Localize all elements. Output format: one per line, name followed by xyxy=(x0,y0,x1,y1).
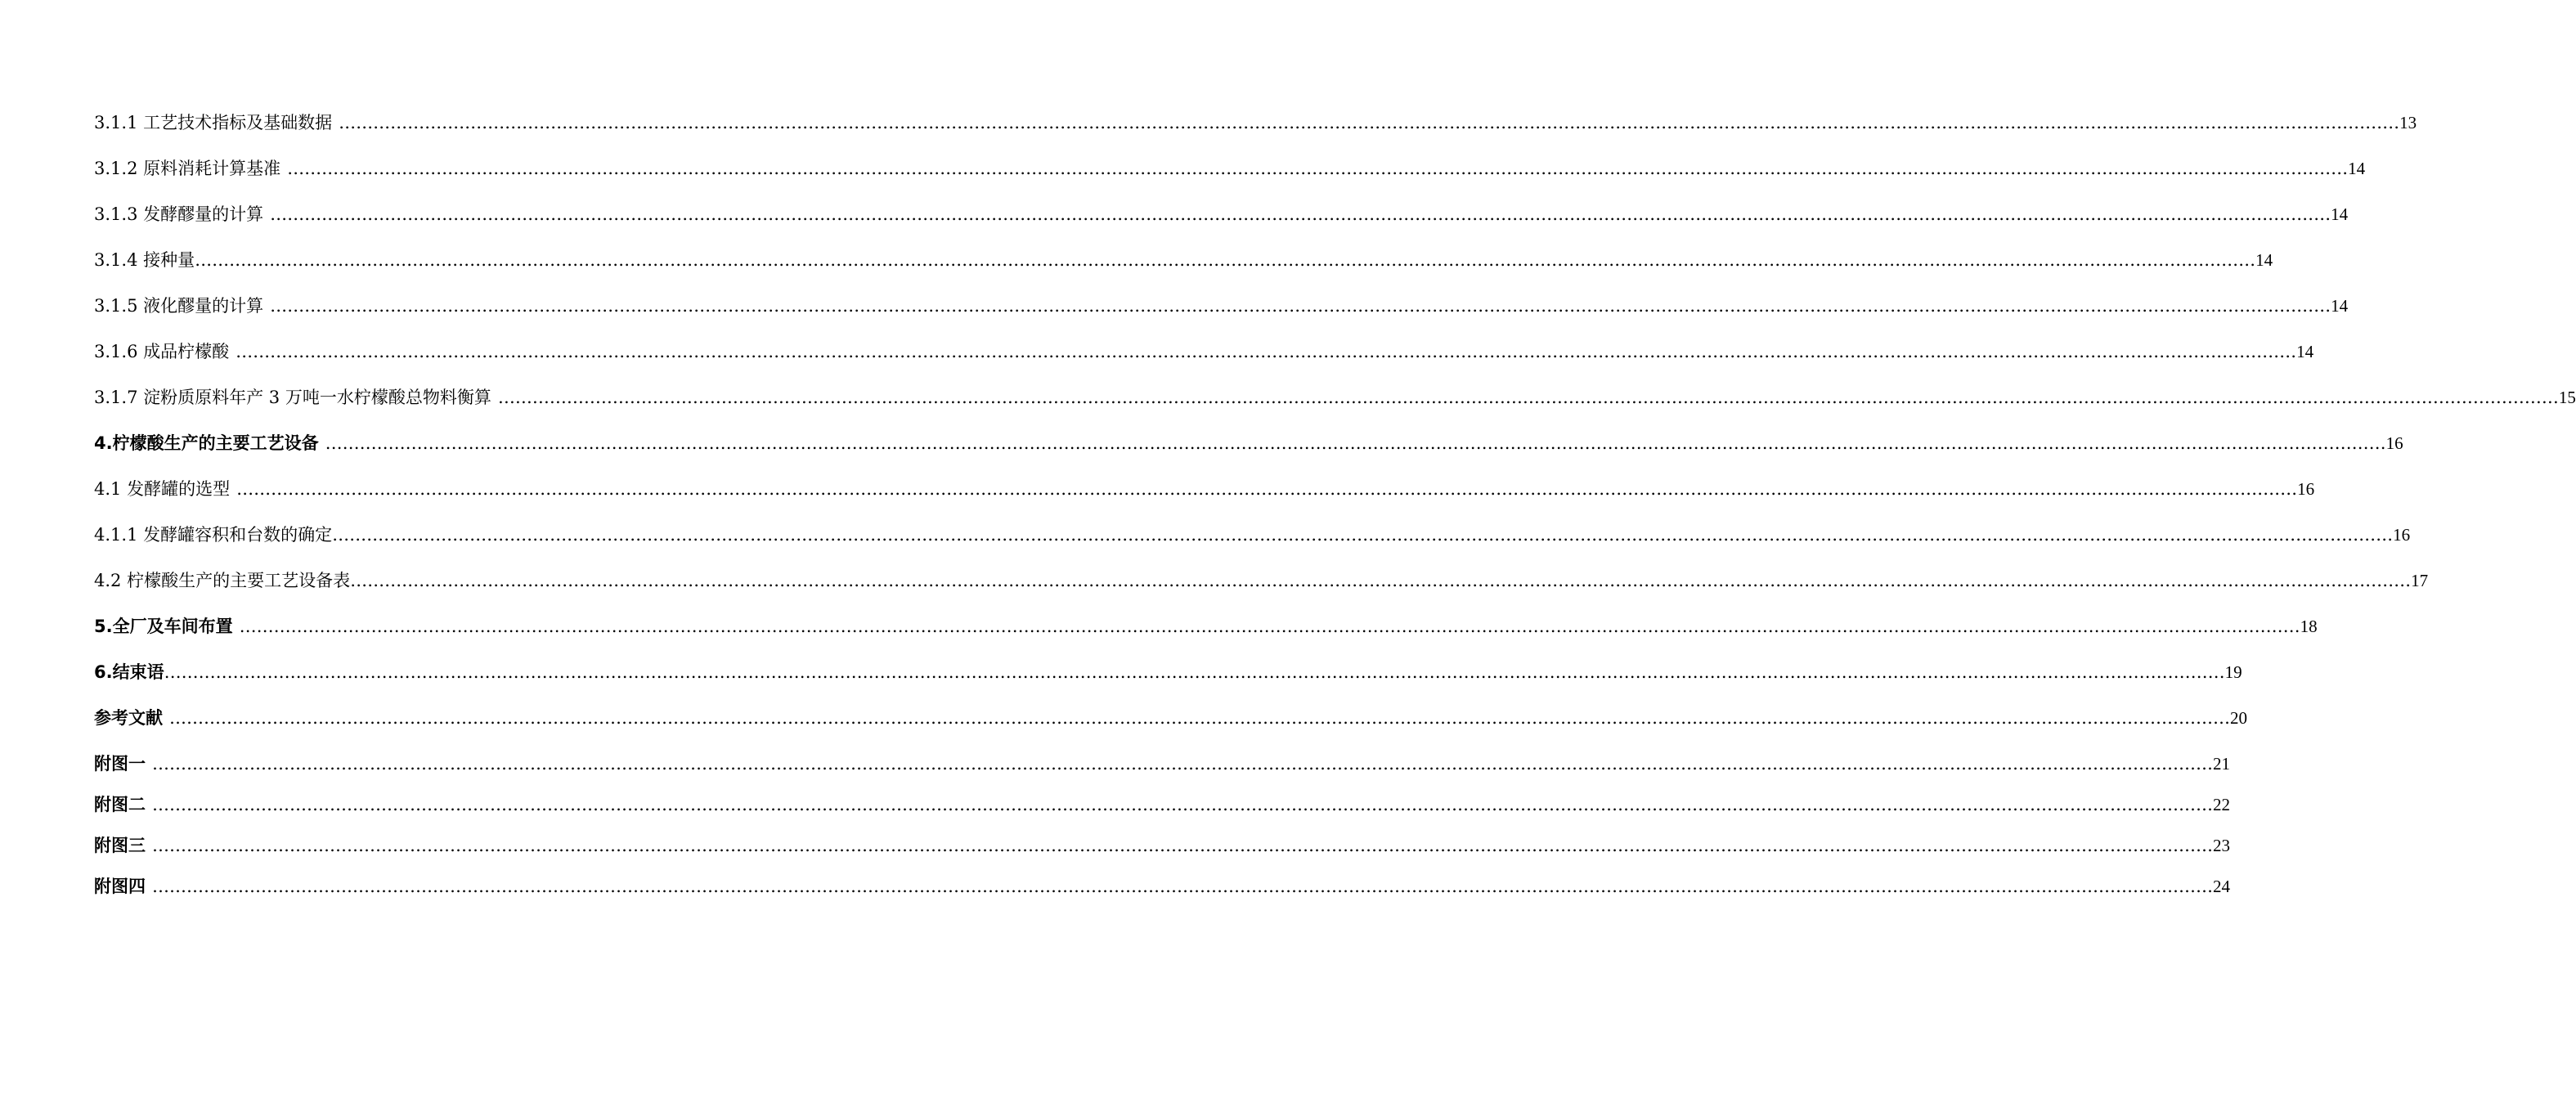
toc-dot-leader: ……………………………………………………………………………………………………………………………………………………………………………………………………………………………………………………………………………………………………………………………… xyxy=(169,708,2230,728)
toc-dot-leader: ……………………………………………………………………………………………………………………………………………………………………………………………………………………………………………………………………………………………………………………………… xyxy=(350,571,2412,590)
toc-entry[interactable] xyxy=(94,706,2247,729)
toc-entry-page: 19 xyxy=(2224,662,2242,682)
toc-entry-title: 3.1.7 淀粉质原料年产 3 万吨一水柠檬酸总物料衡算 xyxy=(94,388,491,407)
toc-entry-page: 14 xyxy=(2255,250,2273,270)
toc-entry[interactable] xyxy=(94,834,2230,857)
toc-entry-title: 3.1.4 接种量 xyxy=(94,250,195,270)
toc-entry[interactable] xyxy=(94,478,2315,500)
toc-dot-leader: ……………………………………………………………………………………………………………………………………………………………………………………………………………………………………………………………………………………………………………………………… xyxy=(287,159,2349,178)
toc-dot-leader: ……………………………………………………………………………………………………………………………………………………………………………………………………………………………………………………………………………………………………………………………… xyxy=(152,795,2213,814)
toc-entry-page: 15 xyxy=(2558,388,2576,407)
toc-entry-title: 3.1.5 液化醪量的计算 xyxy=(94,296,264,316)
toc-entry-page: 18 xyxy=(2300,617,2318,636)
toc-entry-title: 3.1.1 工艺技术指标及基础数据 xyxy=(94,113,333,132)
toc-entry-title: 3.1.3 发酵醪量的计算 xyxy=(94,204,264,224)
toc-dot-leader: ……………………………………………………………………………………………………………………………………………………………………………………………………………………………………………………………………………………………………………………………… xyxy=(236,342,2297,361)
toc-dot-leader: ……………………………………………………………………………………………………………………………………………………………………………………………………………………………………………………………………………………………………………………………… xyxy=(152,836,2213,855)
toc-dot-leader: ……………………………………………………………………………………………………………………………………………………………………………………………………………………………………………………………………………………………………………………………… xyxy=(270,204,2331,224)
toc-entry[interactable] xyxy=(94,294,2349,317)
toc-entry-page: 14 xyxy=(2331,296,2349,316)
toc-entry-title: 附图三 xyxy=(94,836,146,855)
toc-entry-title: 参考文献 xyxy=(94,708,163,728)
toc-entry[interactable] xyxy=(94,203,2349,226)
toc-entry-title: 4.2 柠檬酸生产的主要工艺设备表 xyxy=(94,571,351,590)
toc-entry-page: 20 xyxy=(2230,708,2247,728)
toc-dot-leader: ……………………………………………………………………………………………………………………………………………………………………………………………………………………………………………………………………………………………………………………………… xyxy=(195,250,2256,270)
toc-entry-title: 4.1.1 发酵罐容积和台数的确定 xyxy=(94,525,333,545)
toc-dot-leader: ……………………………………………………………………………………………………………………………………………………………………………………………………………………………………………………………………………………………………………………………… xyxy=(152,877,2213,896)
toc-entry-page: 17 xyxy=(2411,571,2429,590)
toc-dot-leader: ……………………………………………………………………………………………………………………………………………………………………………………………………………………………………………………………………………………………………………………………… xyxy=(164,662,2225,682)
toc-dot-leader: ……………………………………………………………………………………………………………………………………………………………………………………………………………………………………………………………………………………………………………………………… xyxy=(236,479,2298,499)
toc-entry-title: 3.1.6 成品柠檬酸 xyxy=(94,342,230,361)
toc-entry-title: 4.柠檬酸生产的主要工艺设备 xyxy=(94,433,319,453)
toc-entry[interactable] xyxy=(94,752,2230,775)
toc-entry[interactable] xyxy=(94,432,2403,455)
toc-dot-leader: ……………………………………………………………………………………………………………………………………………………………………………………………………………………………………………………………………………………………………………………………… xyxy=(152,754,2213,774)
toc-entry[interactable] xyxy=(94,661,2242,684)
toc-entry-page: 13 xyxy=(2399,113,2417,132)
toc-entry-page: 16 xyxy=(2297,479,2315,499)
toc-entry[interactable] xyxy=(94,523,2411,546)
toc-entry-title: 5.全厂及车间布置 xyxy=(94,617,233,636)
toc-entry-page: 23 xyxy=(2213,836,2230,855)
toc-entry-page: 14 xyxy=(2331,204,2349,224)
toc-entry[interactable] xyxy=(94,157,2366,180)
toc-entry-page: 22 xyxy=(2213,795,2230,814)
toc-entry-title: 附图四 xyxy=(94,877,146,896)
toc-dot-leader: ……………………………………………………………………………………………………………………………………………………………………………………………………………………………………………………………………………………………………………………………… xyxy=(239,617,2300,636)
toc-entry-title: 3.1.2 原料消耗计算基准 xyxy=(94,159,281,178)
toc-entry-page: 21 xyxy=(2213,754,2230,774)
toc-entry[interactable] xyxy=(94,340,2314,363)
toc-entry[interactable] xyxy=(94,615,2318,638)
toc-entry-title: 4.1 发酵罐的选型 xyxy=(94,479,231,499)
toc-entry[interactable] xyxy=(94,793,2230,816)
toc-entry[interactable] xyxy=(94,386,2576,409)
toc-entry-page: 14 xyxy=(2348,159,2366,178)
toc-entry-page: 16 xyxy=(2393,525,2411,545)
toc-dot-leader: ……………………………………………………………………………………………………………………………………………………………………………………………………………………………………………………………………………………………………………………………… xyxy=(332,525,2394,545)
toc-entry[interactable] xyxy=(94,875,2230,898)
toc-dot-leader: ……………………………………………………………………………………………………………………………………………………………………………………………………………………………………………………………………………………………………………………………… xyxy=(339,113,2400,132)
toc-dot-leader: ……………………………………………………………………………………………………………………………………………………………………………………………………………………………………………………………………………………………………………………………… xyxy=(497,388,2559,407)
toc-entry-page: 24 xyxy=(2213,877,2230,896)
toc-entry[interactable] xyxy=(94,249,2273,271)
toc-entry[interactable] xyxy=(94,111,2417,134)
toc-entry-page: 16 xyxy=(2385,433,2403,453)
toc-entry-title: 附图二 xyxy=(94,795,146,814)
toc-entry-title: 6.结束语 xyxy=(94,662,164,682)
toc-dot-leader: ……………………………………………………………………………………………………………………………………………………………………………………………………………………………………………………………………………………………………………………………… xyxy=(325,433,2386,453)
toc-entry-page: 14 xyxy=(2296,342,2314,361)
toc-entry[interactable] xyxy=(94,569,2429,592)
toc-dot-leader: ……………………………………………………………………………………………………………………………………………………………………………………………………………………………………………………………………………………………………………………………… xyxy=(270,296,2331,316)
toc-entry-title: 附图一 xyxy=(94,754,146,774)
